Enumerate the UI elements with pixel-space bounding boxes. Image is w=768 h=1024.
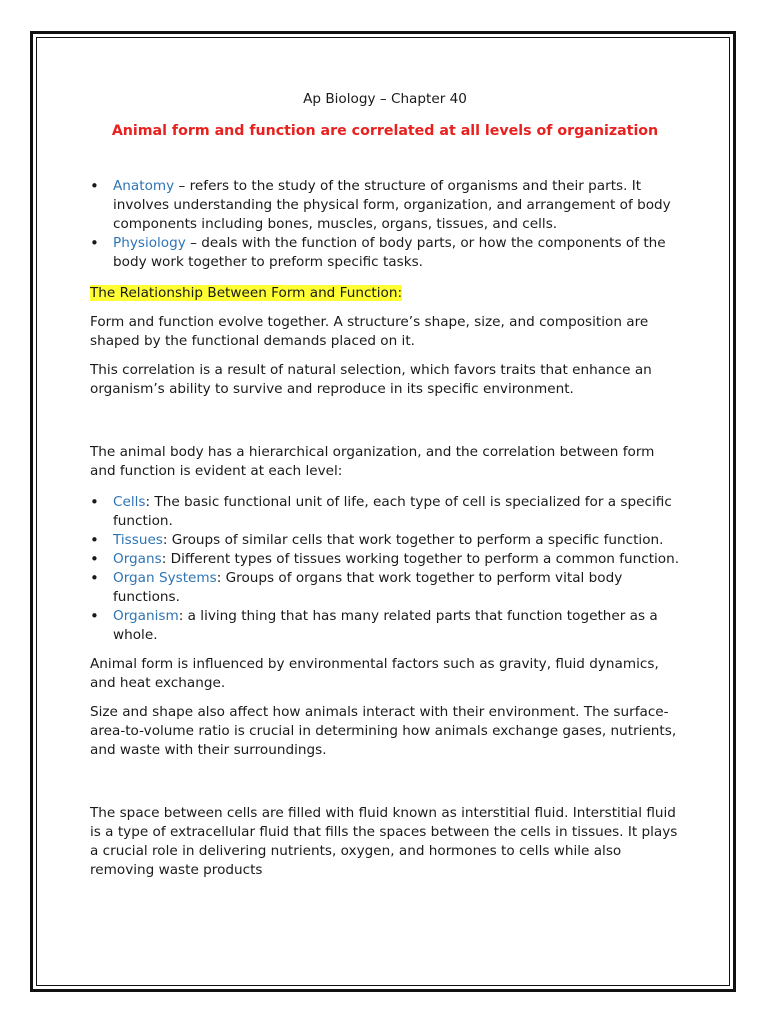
term-organism: Organism <box>113 608 179 624</box>
term-physiology: Physiology <box>113 235 186 251</box>
document-body <box>90 90 680 880</box>
level-text: : The basic functional unit of life, each type of cell is specialized for a specific function. <box>113 494 672 529</box>
list-item <box>90 177 680 234</box>
paragraph-4: Animal form is influenced by environmental factors such as gravity, fluid dynamics, and heat exchange. <box>90 656 659 691</box>
definitions-list <box>90 177 680 272</box>
term-tissues: Tissues <box>113 532 163 548</box>
term-anatomy: Anatomy <box>113 178 175 194</box>
organization-levels-list <box>90 493 680 645</box>
term-cells: Cells <box>113 494 146 510</box>
list-item <box>90 234 680 272</box>
level-text: : a living thing that has many related parts that function together as a whole. <box>113 608 658 643</box>
level-text: : Different types of tissues working together to perform a common function. <box>161 551 680 567</box>
level-text: : Groups of organs that work together to perform vital body functions. <box>113 570 623 605</box>
paragraph-5: Size and shape also affect how animals interact with their environment. The surface-area-to-volume ratio is crucial in determining how animals exchange gases, nutrients, and waste with their surroundings. <box>90 704 677 758</box>
paragraph-1: Form and function evolve together. A structure’s shape, size, and composition are shaped by the functional demands placed on it. <box>90 314 649 349</box>
term-organs: Organs <box>113 551 162 567</box>
paragraph-6: The space between cells are filled with fluid known as interstitial fluid. Interstitial fluid is a type of extracellular fluid that fills the spaces between the cells in tissues. It plays a crucial role in delivering nutrients, oxygen, and hormones to cells while also removing waste products <box>90 805 678 878</box>
paragraph-3: The animal body has a hierarchical organization, and the correlation between form and function is evident at each level: <box>90 444 655 479</box>
document-heading: Animal form and function are correlated at all levels of organization <box>111 123 659 139</box>
list-item <box>90 569 680 607</box>
section-heading <box>90 284 680 303</box>
level-text: : Groups of similar cells that work together to perform a specific function. <box>162 532 664 548</box>
list-item <box>90 607 680 645</box>
term-organ-systems: Organ Systems <box>113 570 217 586</box>
paragraph-2: This correlation is a result of natural selection, which favors traits that enhance an organism’s ability to survive and reproduce in its specific environment. <box>90 362 652 397</box>
highlighted-heading: The Relationship Between Form and Function: <box>90 285 403 301</box>
list-item <box>90 531 680 550</box>
list-item <box>90 550 680 569</box>
definition-text: – refers to the study of the structure of organisms and their parts. It involves understanding the physical form, organization, and arrangement of body components including bones, muscles, organs, tissues, and cells. <box>113 178 671 232</box>
definition-text: – deals with the function of body parts, or how the components of the body work together to preform specific tasks. <box>113 235 666 270</box>
document-subject: Ap Biology – Chapter 40 <box>303 91 467 107</box>
list-item <box>90 493 680 531</box>
